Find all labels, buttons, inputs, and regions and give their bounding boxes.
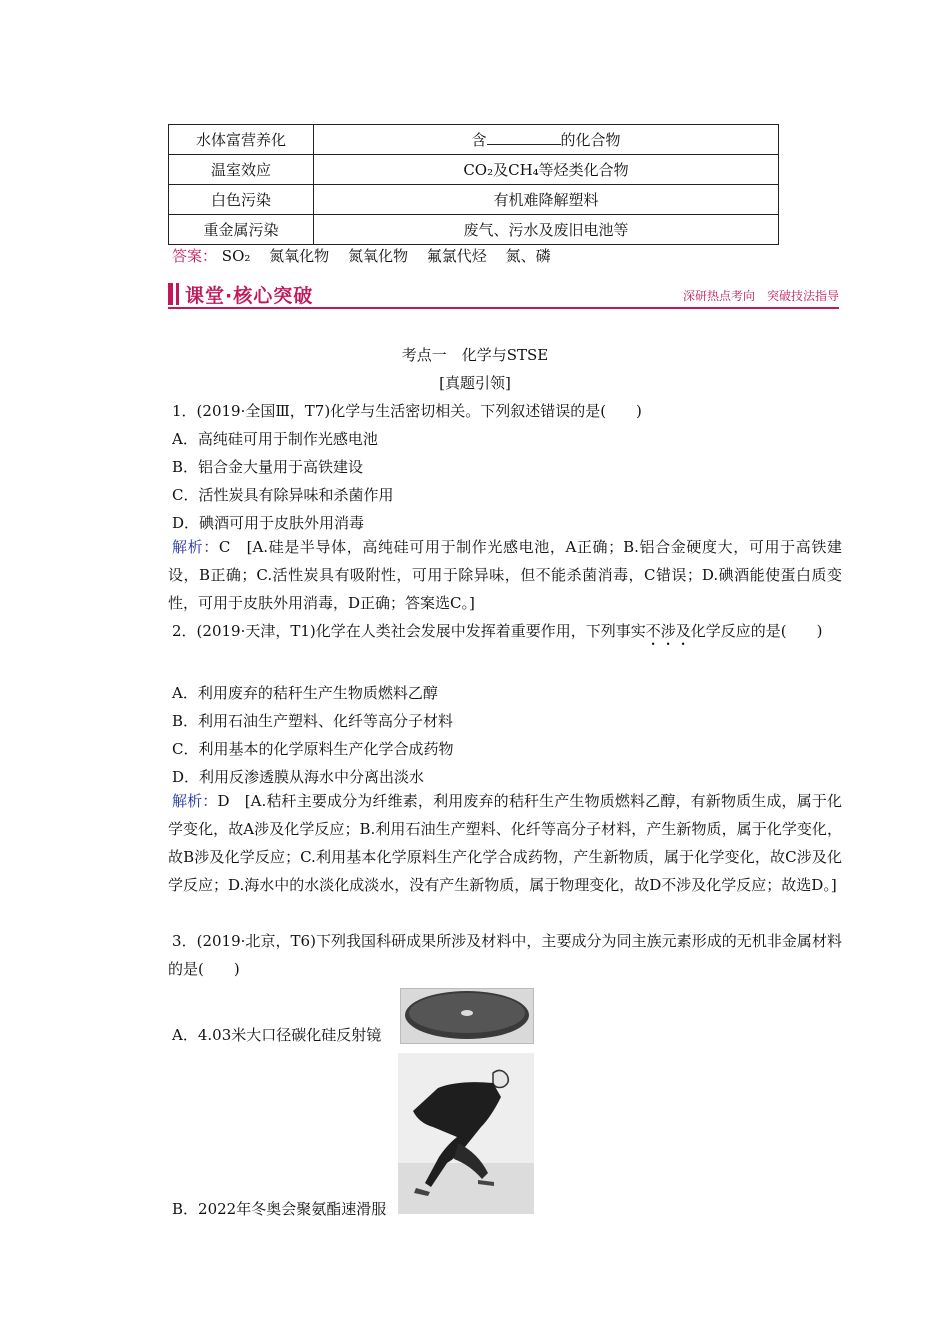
banner-accent-bar [168, 283, 173, 305]
skater-illustration [398, 1053, 534, 1214]
table-cell-name: 温室效应 [169, 155, 314, 185]
question-1-option-d: D．碘酒可用于皮肤外用消毒 [172, 514, 365, 532]
question-3-option-a: A．4.03米大口径碳化硅反射镜 [172, 1026, 382, 1044]
table-cell-name: 白色污染 [169, 185, 314, 215]
fill-blank [487, 130, 561, 145]
question-2-analysis [168, 787, 842, 899]
pollution-table [168, 124, 779, 245]
stem-text: 2．(2019·天津，T1)化学在人类社会发展中发挥着重要作用，下列事实 [172, 622, 646, 640]
table-row [169, 215, 779, 245]
question-1-stem: 1．(2019·全国Ⅲ，T7)化学与生活密切相关。下列叙述错误的是( ) [172, 402, 642, 420]
table-cell-desc: 含 的化合物 [314, 125, 779, 155]
answer-label: 答案： [172, 247, 218, 265]
analysis-text: C [A.硅是半导体，高纯硅可用于制作光感电池，A正确；B.铝合金硬度大，可用于高铁建设，B正确；C.活性炭具有吸附性，可用于除异味，但不能杀菌消毒，C错误；D.碘酒能使蛋白质变性，可用于皮肤外用消毒，D正确；答案选C。] [168, 538, 842, 612]
stem-text: 化学反应的是( ) [690, 622, 823, 640]
answer-item: 氟氯代烃 [426, 247, 487, 265]
analysis-text: D [A.秸秆主要成分为纤维素，利用废弃的秸秆生产生物质燃料乙醇，有新物质生成，属于化学变化，故A涉及化学反应；B.利用石油生产塑料、化纤等高分子材料，产生新物质，属于化学变化，故B涉及化学反应；C.利用基本化学原料生产化学合成药物，产生新物质，属于化学变化，故C涉及化学反应；D.海水中的水淡化成淡水，没有产生新物质，属于物理变化，故D不涉及化学反应；故选D。] [168, 792, 842, 894]
stem-emphasis: 不涉及 [645, 622, 691, 640]
banner-accent-bar [176, 283, 179, 305]
question-2-option-c: C．利用基本的化学原料生产化学合成药物 [172, 740, 454, 758]
question-1-option-c: C．活性炭具有除异味和杀菌作用 [172, 486, 394, 504]
analysis-label: 解析： [172, 792, 218, 810]
banner-title: 课堂·核心突破 [185, 285, 314, 307]
table-row [169, 155, 779, 185]
table-cell-desc: 有机难降解塑料 [314, 185, 779, 215]
question-1-option-a: A．高纯硅可用于制作光感电池 [172, 430, 378, 448]
question-2-option-a: A．利用废弃的秸秆生产生物质燃料乙醇 [172, 684, 438, 702]
mirror-image [400, 988, 534, 1044]
banner-subtitle: 深研热点考向 突破技法指导 [682, 289, 839, 303]
mirror-illustration [401, 989, 533, 1043]
table-row [169, 125, 779, 155]
section-title: 考点一 化学与STSE [401, 346, 549, 364]
analysis-label: 解析： [172, 538, 219, 556]
section-banner [168, 281, 839, 307]
banner-underline [168, 307, 839, 309]
question-3-stem: 3．(2019·北京，T6)下列我国科研成果所涉及材料中，主要成分为同主族元素形成的无机非金属材料的是( ) [168, 932, 842, 978]
skater-image [398, 1053, 534, 1214]
question-2-option-b: B．利用石油生产塑料、化纤等高分子材料 [172, 712, 454, 730]
question-1-option-b: B．铝合金大量用于高铁建设 [172, 458, 364, 476]
table-cell-desc: 废气、污水及废旧电池等 [314, 215, 779, 245]
table-cell-name: 水体富营养化 [169, 125, 314, 155]
answer-item: 氮氧化物 [269, 247, 330, 265]
question-1-analysis [168, 533, 842, 617]
table-cell-name: 重金属污染 [169, 215, 314, 245]
answer-item: 氮氧化物 [347, 247, 408, 265]
section-subtitle: [真题引领] [439, 374, 511, 392]
answer-item: SO₂ [221, 247, 251, 265]
question-2-option-d: D．利用反渗透膜从海水中分离出淡水 [172, 768, 425, 786]
answer-item: 氮、磷 [505, 247, 551, 265]
table-row [169, 185, 779, 215]
question-3-option-b: B．2022年冬奥会聚氨酯速滑服 [172, 1200, 387, 1218]
answer-line [172, 245, 565, 266]
table-cell-desc: CO₂及CH₄等烃类化合物 [314, 155, 779, 185]
question-2-stem [168, 617, 842, 649]
